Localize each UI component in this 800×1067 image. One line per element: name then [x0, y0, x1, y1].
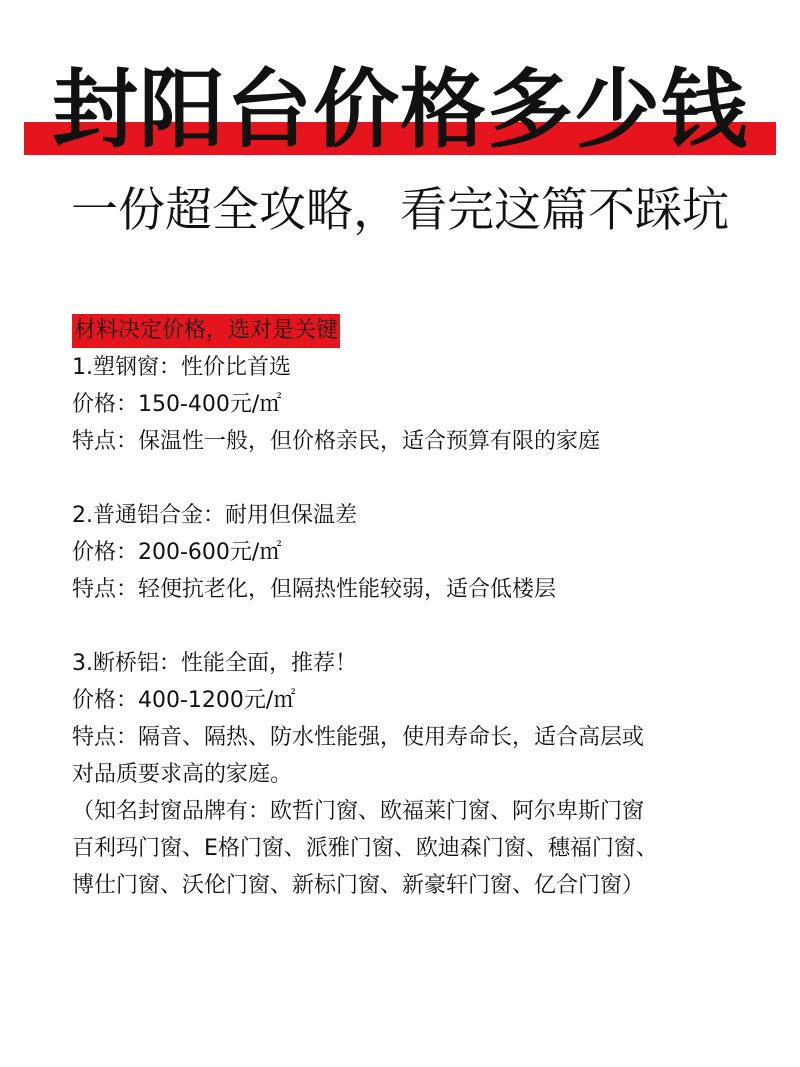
brands-line2: 百利玛门窗、E格门窗、派雅门窗、欧迪森门窗、穗福门窗、: [72, 836, 658, 861]
brands-line1: （知名封窗品牌有：欧哲门窗、欧福莱门窗、阿尔卑斯门窗: [72, 799, 645, 824]
page-subtitle: 一份超全攻略，看完这篇不踩坑: [71, 183, 729, 238]
section-heading: 材料决定价格，选对是关键: [72, 314, 340, 348]
material-2-features: 特点：轻便抗老化，但隔热性能较弱，适合低楼层: [72, 577, 557, 602]
brands-line3: 博仕门窗、沃伦门窗、新标门窗、新豪轩门窗、亿合门窗）: [72, 873, 645, 898]
page-title: 封阳台价格多少钱: [52, 60, 748, 160]
material-2-name: 2.普通铝合金：耐用但保温差: [72, 503, 357, 528]
title-block: [0, 60, 800, 160]
material-3-price: 价格：400-1200元/㎡: [72, 688, 296, 713]
material-1-price: 价格：150-400元/㎡: [72, 392, 282, 417]
material-1-features: 特点：保温性一般，但价格亲民，适合预算有限的家庭: [72, 429, 601, 454]
section-heading-row: [72, 312, 772, 349]
material-1-name: 1.塑钢窗：性价比首选: [72, 355, 291, 380]
spacer: [72, 460, 772, 497]
material-3-features-line1: 特点：隔音、隔热、防水性能强，使用寿命长，适合高层或: [72, 725, 645, 750]
article-body: [72, 312, 772, 904]
material-2-price: 价格：200-600元/㎡: [72, 540, 282, 565]
material-3-name: 3.断桥铝：性能全面，推荐！: [72, 651, 357, 676]
spacer: [72, 608, 772, 645]
material-3-features-line2: 对品质要求高的家庭。: [72, 762, 293, 787]
